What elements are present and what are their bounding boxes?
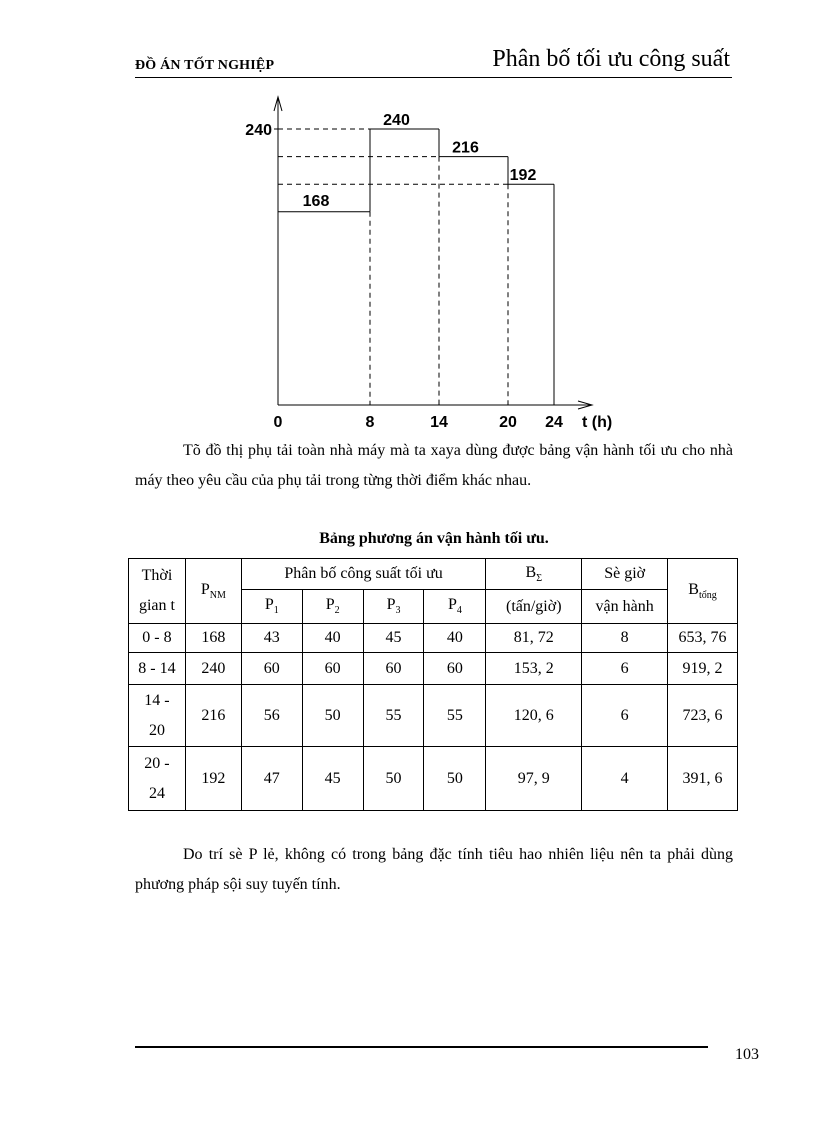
cell-bsum: 81, 72 xyxy=(486,624,582,653)
cell-p3: 50 xyxy=(363,747,424,811)
x-axis-label: t (h) xyxy=(582,414,613,431)
cell-p4: 55 xyxy=(424,685,486,747)
table-row xyxy=(129,747,738,811)
cell-time: 8 - 14 xyxy=(129,653,186,685)
segment-value-label: 168 xyxy=(302,192,330,210)
header-bsum-unit: (tấn/giờ) xyxy=(486,590,582,624)
paragraph-intro-text: Tõ đồ thị phụ tải toàn nhà máy mà ta xaya dùng được bảng vận hành tối ưu cho nhà máy theo yêu cầu của phụ tải trong từng thời điểm khác nhau. xyxy=(135,442,733,489)
cell-time: 0 - 8 xyxy=(129,624,186,653)
header-p4: $P_4$ xyxy=(424,590,486,624)
cell-p4: 60 xyxy=(424,653,486,685)
segment-value-label: 192 xyxy=(509,167,537,185)
table-row xyxy=(129,624,738,653)
cell-p2: 40 xyxy=(302,624,363,653)
cell-pnm: 216 xyxy=(185,685,241,747)
cell-p4: 50 xyxy=(424,747,486,811)
table-title: Bảng phương án vận hành tối ưu. xyxy=(319,530,549,547)
x-tick-label: 14 xyxy=(430,414,448,431)
table-row xyxy=(129,685,738,747)
header-p2: $P_2$ xyxy=(302,590,363,624)
cell-bsum: 97, 9 xyxy=(486,747,582,811)
header-divider xyxy=(135,77,732,78)
header-hours-2: vận hành xyxy=(582,590,668,624)
operation-table xyxy=(128,558,738,811)
cell-p1: 43 xyxy=(241,624,302,653)
x-tick-label: 24 xyxy=(545,414,563,431)
cell-p1: 56 xyxy=(241,685,302,747)
cell-p1: 60 xyxy=(241,653,302,685)
cell-p2: 50 xyxy=(302,685,363,747)
cell-bsum: 120, 6 xyxy=(486,685,582,747)
cell-btotal: 391, 6 xyxy=(668,747,738,811)
cell-time: 20 - 24 xyxy=(129,747,186,811)
cell-btotal: 919, 2 xyxy=(668,653,738,685)
cell-pnm: 192 xyxy=(185,747,241,811)
y-tick-label: 240 xyxy=(245,122,272,139)
cell-p3: 45 xyxy=(363,624,424,653)
cell-pnm: 168 xyxy=(185,624,241,653)
cell-p2: 60 xyxy=(302,653,363,685)
header-hours: Sè giờ xyxy=(582,559,668,590)
cell-p4: 40 xyxy=(424,624,486,653)
cell-p3: 60 xyxy=(363,653,424,685)
header-title-left: ĐỒ ÁN TỐT NGHIỆP xyxy=(135,58,275,73)
paragraph-interpolation xyxy=(135,840,733,900)
header-pnm: $P_{NM}$ xyxy=(185,559,241,624)
cell-time: 14 - 20 xyxy=(129,685,186,747)
cell-hours: 8 xyxy=(582,624,668,653)
cell-p3: 55 xyxy=(363,685,424,747)
cell-bsum: 153, 2 xyxy=(486,653,582,685)
table-header-row xyxy=(129,559,738,590)
segment-value-label: 240 xyxy=(383,112,410,129)
page-number: 103 xyxy=(735,1046,759,1063)
x-tick-label: 0 xyxy=(273,414,283,431)
cell-pnm: 240 xyxy=(185,653,241,685)
footer-divider xyxy=(135,1046,708,1048)
x-tick-label: 20 xyxy=(499,414,517,431)
load-step-chart xyxy=(230,95,630,435)
header-p3: $P_3$ xyxy=(363,590,424,624)
header-bsum: $B_\Sigma$ xyxy=(486,559,582,590)
header-distribution: Phân bố công suất tối ưu xyxy=(241,559,486,590)
header-p1: $P_1$ xyxy=(241,590,302,624)
table-row xyxy=(129,653,738,685)
header-btotal: $B_{tổng}$ xyxy=(668,559,738,624)
header-title-right: Phân bố tối ưu công suất xyxy=(492,46,730,72)
cell-hours: 6 xyxy=(582,653,668,685)
cell-p2: 45 xyxy=(302,747,363,811)
cell-btotal: 723, 6 xyxy=(668,685,738,747)
cell-p1: 47 xyxy=(241,747,302,811)
x-tick-label: 8 xyxy=(365,414,375,431)
cell-hours: 4 xyxy=(582,747,668,811)
paragraph-interpolation-text: Do trí sè P lẻ, không có trong bảng đặc tính tiêu hao nhiên liệu nên ta phải dùng phương pháp sội suy tuyến tính. xyxy=(135,846,733,893)
cell-btotal: 653, 76 xyxy=(668,624,738,653)
header-time: Thời gian t xyxy=(129,559,186,624)
segment-value-label: 216 xyxy=(452,139,479,157)
cell-hours: 6 xyxy=(582,685,668,747)
paragraph-intro xyxy=(135,436,733,496)
